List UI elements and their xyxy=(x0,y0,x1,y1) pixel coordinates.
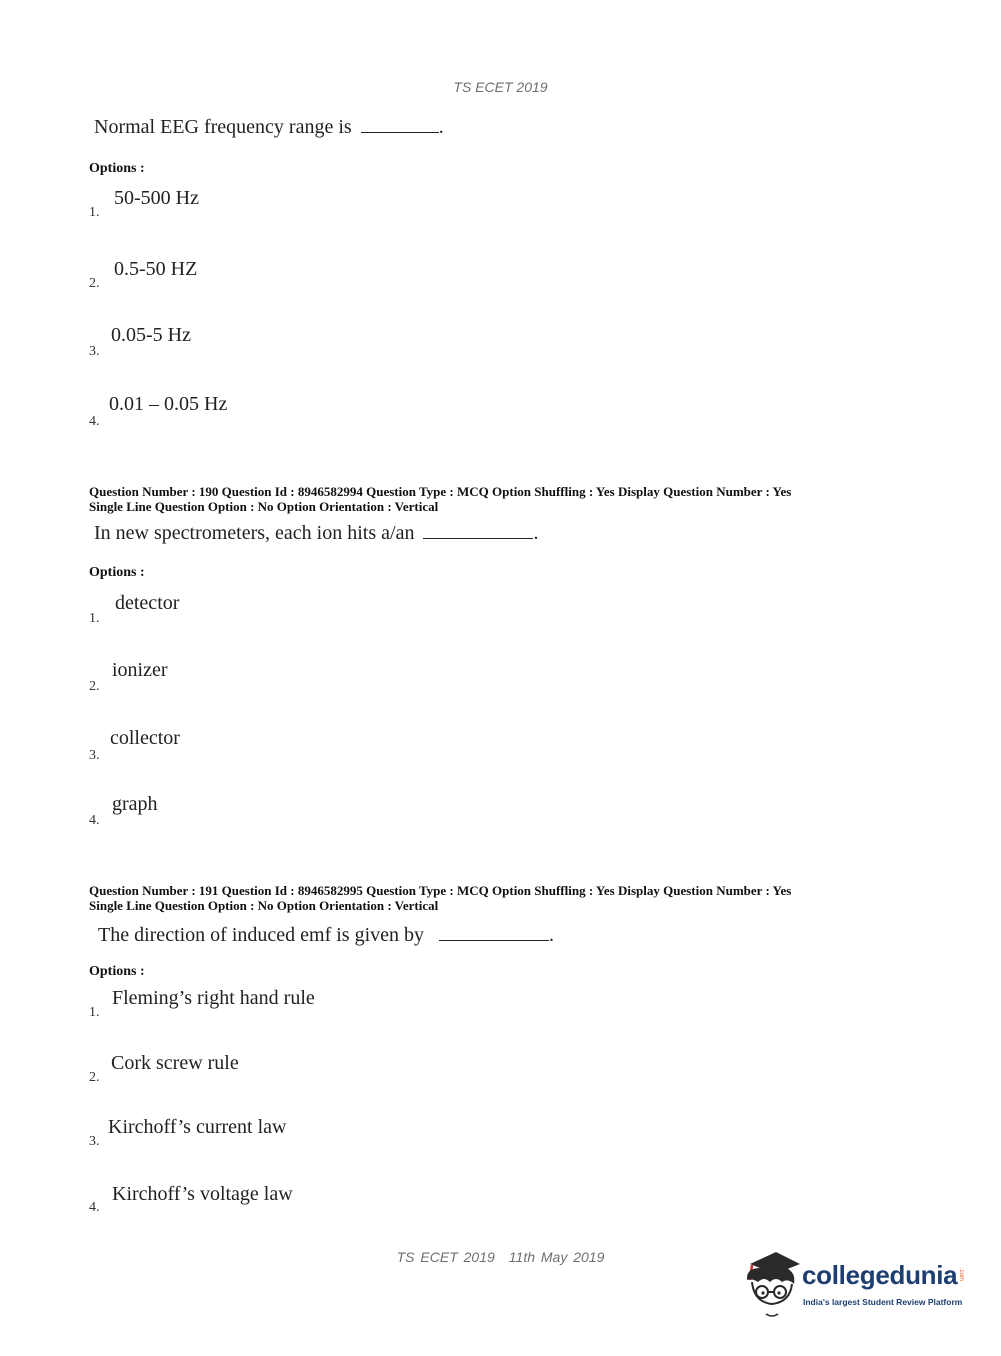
option-text: ionizer xyxy=(112,659,168,681)
option-number: 3. xyxy=(89,1134,100,1149)
option-number: 1. xyxy=(89,611,100,626)
question-text: In new spectrometers, each ion hits a/an . xyxy=(94,522,539,544)
option-number: 3. xyxy=(89,344,100,359)
option-text: 0.5-50 HZ xyxy=(114,258,198,280)
page-header: TS ECET 2019 xyxy=(453,79,548,95)
options-label: Options : xyxy=(89,565,145,580)
question-meta-line: Single Line Question Option : No Option Orientation : Vertical xyxy=(89,898,439,913)
question-text: The direction of induced emf is given by . xyxy=(98,924,555,946)
footer-date: 11th May 2019 xyxy=(508,1249,605,1265)
option-text: detector xyxy=(115,592,180,614)
option-text: collector xyxy=(110,727,180,749)
question-meta-line: Question Number : 190 Question Id : 8946582994 Question Type : MCQ Option Shuffling : Yes Display Question Number : Yes xyxy=(89,484,792,499)
answer-blank xyxy=(423,523,533,539)
option-text: Fleming’s right hand rule xyxy=(112,987,315,1009)
option-text: Kirchoff’s voltage law xyxy=(112,1183,293,1205)
option-number: 2. xyxy=(89,276,100,291)
option-text: Cork screw rule xyxy=(111,1052,239,1074)
option-text: Kirchoff’s current law xyxy=(108,1116,287,1138)
question-text-content: The direction of induced emf is given by xyxy=(98,924,425,946)
answer-blank xyxy=(361,117,439,133)
logo-tagline: India's largest Student Review Platform xyxy=(803,1297,963,1307)
logo-domain-suffix: .com xyxy=(958,1268,964,1282)
option-text: graph xyxy=(112,793,158,815)
answer-blank xyxy=(439,925,549,941)
question-text: Normal EEG frequency range is . xyxy=(94,116,444,138)
option-number: 4. xyxy=(89,813,100,828)
footer-exam: TS ECET 2019 xyxy=(396,1249,495,1265)
question-meta xyxy=(89,883,791,913)
option-number: 4. xyxy=(89,414,100,429)
question-text-content: Normal EEG frequency range is xyxy=(94,116,352,138)
question-meta xyxy=(89,484,791,514)
question-meta-line: Question Number : 191 Question Id : 8946582995 Question Type : MCQ Option Shuffling : Yes Display Question Number : Yes xyxy=(89,883,792,898)
collegedunia-logo xyxy=(742,1250,968,1320)
options-label: Options : xyxy=(89,964,145,979)
option-number: 1. xyxy=(89,1005,100,1020)
question-meta-line: Single Line Question Option : No Option Orientation : Vertical xyxy=(89,499,439,514)
option-number: 1. xyxy=(89,205,100,220)
mascot-icon xyxy=(742,1250,802,1320)
option-text: 50-500 Hz xyxy=(114,187,199,209)
options-label: Options : xyxy=(89,161,145,176)
question-text-content: In new spectrometers, each ion hits a/an xyxy=(94,522,415,544)
option-text: 0.01 – 0.05 Hz xyxy=(109,393,228,415)
logo-wordmark: collegedunia xyxy=(802,1260,958,1290)
option-number: 3. xyxy=(89,748,100,763)
option-number: 2. xyxy=(89,679,100,694)
option-number: 2. xyxy=(89,1070,100,1085)
option-text: 0.05-5 Hz xyxy=(111,324,191,346)
option-number: 4. xyxy=(89,1200,100,1215)
